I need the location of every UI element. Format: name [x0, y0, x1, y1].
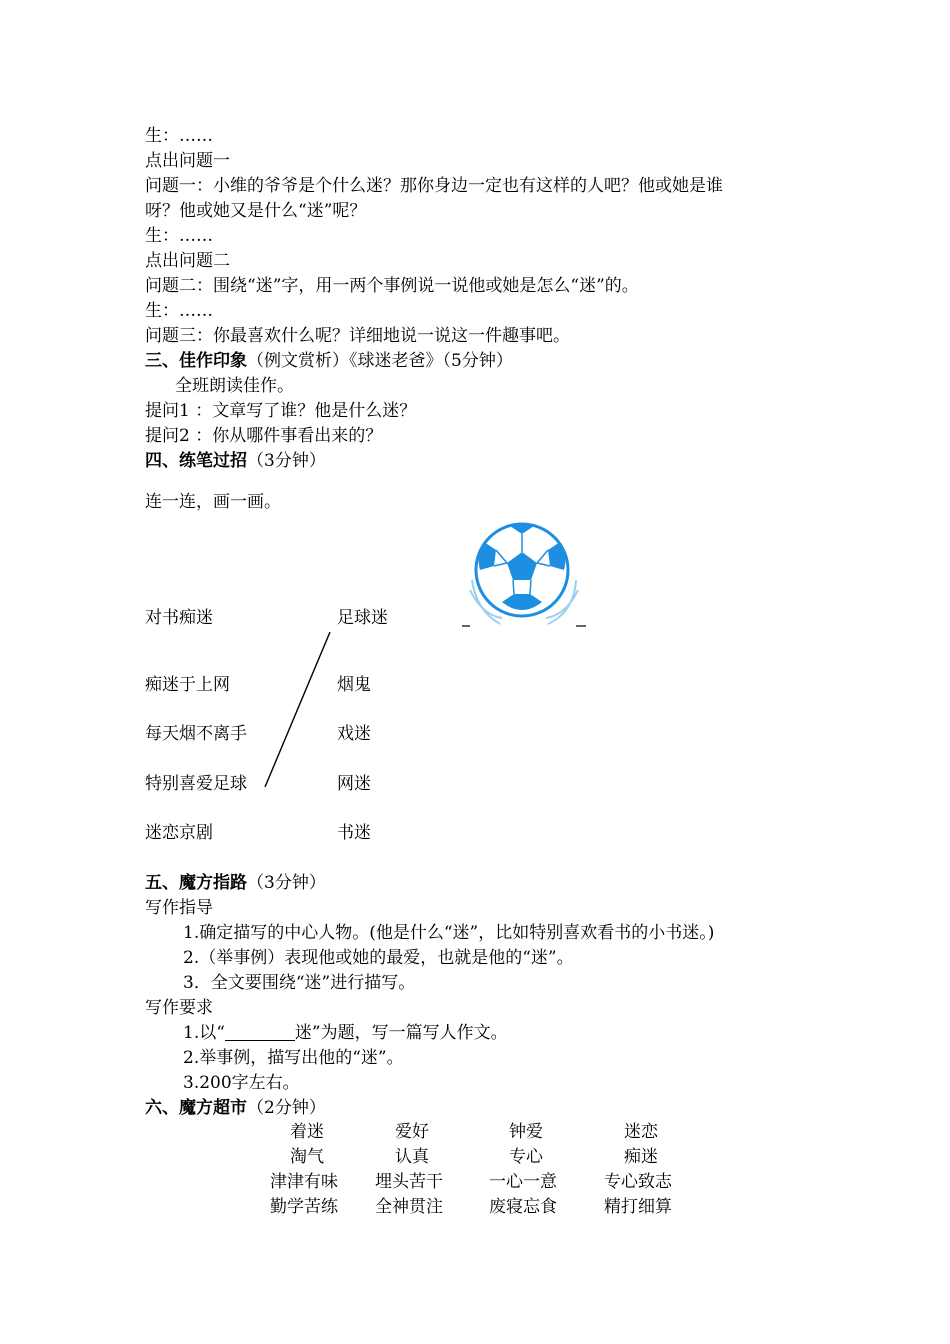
section-6-title: 六、魔方超市	[145, 1098, 247, 1118]
word: 精打细算	[604, 1197, 672, 1217]
word: 专心	[509, 1147, 543, 1167]
section-3-subtitle: （例文赏析）《球迷老爸》（5分钟）	[247, 351, 513, 371]
section-5-heading	[145, 871, 326, 896]
section-5-title: 五、魔方指路	[145, 873, 247, 893]
section-3-title: 三、佳作印象	[145, 351, 247, 371]
student-reply-3: 生：……	[145, 301, 213, 321]
question-2: 问题二：围绕“迷”字，用一两个事例说一说他或她是怎么“迷”的。	[145, 276, 639, 296]
word: 淘气	[290, 1147, 324, 1167]
word: 迷恋	[624, 1122, 658, 1142]
word: 埋头苦干	[375, 1172, 443, 1192]
point-question-2: 点出问题二	[145, 251, 230, 271]
point-question-1: 点出问题一	[145, 151, 230, 171]
question-3: 问题三：你最喜欢什么呢？详细地说一说这一件趣事吧。	[145, 326, 570, 346]
word: 一心一意	[489, 1172, 557, 1192]
section-4-title: 四、练笔过招	[145, 451, 247, 471]
word: 认真	[395, 1147, 429, 1167]
guide-item-1: 1.确定描写的中心人物。(他是什么“迷”，比如特别喜欢看书的小书迷。)	[183, 923, 715, 943]
match-left-1: 对书痴迷	[145, 608, 213, 628]
requirement-3: 3.200字左右。	[183, 1073, 300, 1093]
guide-item-2: 2.（举事例）表现他或她的最爱，也就是他的“迷”。	[183, 948, 574, 968]
requirement-1-prefix: 1.以“	[183, 1023, 225, 1043]
word: 专心致志	[604, 1172, 672, 1192]
requirement-1-suffix: 迷”为题，写一篇写人作文。	[294, 1023, 508, 1043]
requirement-2: 2.举事例，描写出他的“迷”。	[183, 1048, 404, 1068]
section-5-subtitle: （3分钟）	[247, 873, 326, 893]
question-1-line-a: 问题一：小维的爷爷是个什么迷？那你身边一定也有这样的人吧？他或她是谁	[145, 176, 723, 196]
word: 废寝忘食	[489, 1197, 557, 1217]
student-reply-2: 生：……	[145, 226, 213, 246]
word: 着迷	[290, 1122, 324, 1142]
prompt-1: 提问1 ：文章写了谁？他是什么迷？	[145, 401, 417, 421]
section-4-heading	[145, 449, 326, 474]
match-right-3: 戏迷	[337, 724, 371, 744]
prompt-2: 提问2 ：你从哪件事看出来的？	[145, 426, 383, 446]
match-left-3: 每天烟不离手	[145, 724, 247, 744]
match-left-4: 特别喜爱足球	[145, 774, 247, 794]
guide-item-3: 3．全文要围绕“迷”进行描写。	[183, 973, 416, 993]
match-right-5: 书迷	[337, 823, 371, 843]
title-blank	[225, 1022, 295, 1041]
requirement-1	[183, 1021, 508, 1046]
writing-requirements-title: 写作要求	[145, 998, 213, 1018]
matching-instruction: 连一连，画一画。	[145, 492, 281, 512]
read-aloud-line: 全班朗读佳作。	[175, 376, 294, 396]
word: 勤学苦练	[270, 1197, 338, 1217]
writing-guide-title: 写作指导	[145, 898, 213, 918]
section-3-heading	[145, 349, 513, 374]
match-right-4: 网迷	[337, 774, 371, 794]
word: 痴迷	[624, 1147, 658, 1167]
student-reply-1: 生：……	[145, 126, 213, 146]
word: 全神贯注	[375, 1197, 443, 1217]
word: 爱好	[395, 1122, 429, 1142]
match-left-5: 迷恋京剧	[145, 823, 213, 843]
section-6-heading	[145, 1096, 326, 1121]
soccer-ball-icon	[462, 520, 588, 630]
match-left-2: 痴迷于上网	[145, 675, 230, 695]
match-right-1: 足球迷	[337, 608, 388, 628]
section-4-subtitle: （3分钟）	[247, 451, 326, 471]
question-1-line-b: 呀？他或她又是什么“迷”呢？	[145, 201, 367, 221]
word: 钟爱	[509, 1122, 543, 1142]
word: 津津有味	[270, 1172, 338, 1192]
match-right-2: 烟鬼	[337, 675, 371, 695]
section-6-subtitle: （2分钟）	[247, 1098, 326, 1118]
